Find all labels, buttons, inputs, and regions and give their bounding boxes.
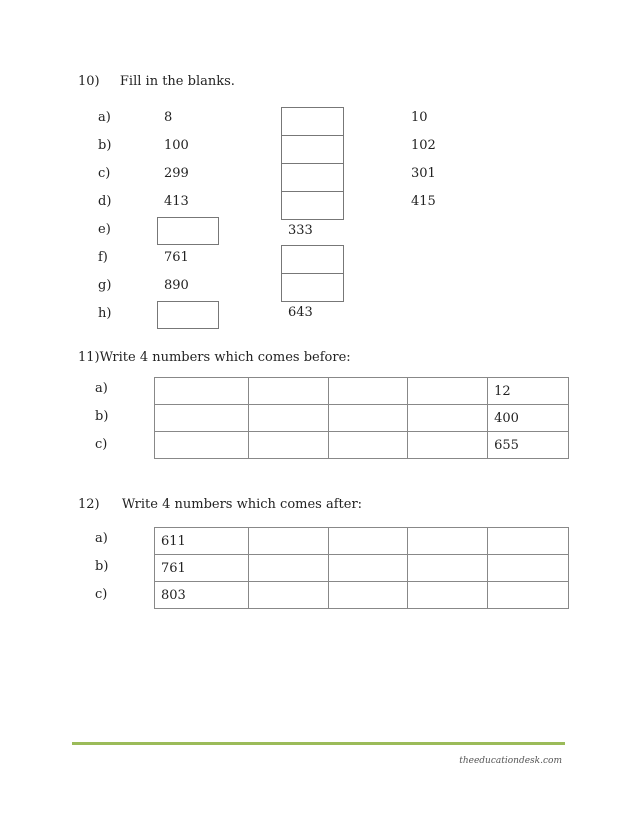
q11-row-label: b) (95, 409, 109, 424)
table-cell[interactable] (248, 555, 328, 582)
q10-blank-box[interactable] (281, 273, 344, 302)
q10-value: 890 (164, 278, 189, 293)
q12-row-label: a) (95, 531, 108, 546)
q10-row-label: a) (98, 110, 111, 125)
table-row (155, 555, 569, 582)
q10-value: 415 (411, 194, 436, 209)
table-cell[interactable] (408, 582, 488, 609)
q10-value: 333 (288, 223, 313, 238)
q12-row-label: c) (95, 587, 108, 602)
q10-row-label: b) (98, 138, 112, 153)
q10-row-label: h) (98, 306, 112, 321)
table-cell[interactable] (155, 432, 249, 459)
table-cell[interactable] (328, 432, 408, 459)
table-cell[interactable] (155, 378, 249, 405)
q11-heading: 11)Write 4 numbers which comes before: (78, 350, 351, 365)
table-cell[interactable] (488, 582, 569, 609)
q10-blank-box[interactable] (281, 245, 344, 274)
table-cell[interactable] (328, 582, 408, 609)
table-cell: 400 (488, 405, 569, 432)
q10-value: 102 (411, 138, 436, 153)
q10-value: 761 (164, 250, 189, 265)
q11-row-label: a) (95, 381, 108, 396)
table-cell[interactable] (155, 405, 249, 432)
q10-row-label: f) (98, 250, 108, 265)
table-row (155, 378, 569, 405)
table-cell[interactable] (408, 432, 488, 459)
table-cell: 803 (155, 582, 249, 609)
table-row (155, 528, 569, 555)
q12-heading (78, 497, 362, 512)
q10-row-label: g) (98, 278, 112, 293)
table-cell[interactable] (328, 555, 408, 582)
table-row (155, 582, 569, 609)
q10-value: 413 (164, 194, 189, 209)
table-cell[interactable] (408, 405, 488, 432)
q10-blank-box[interactable] (281, 107, 344, 136)
q10-value: 8 (164, 110, 173, 125)
table-cell: 12 (488, 378, 569, 405)
table-cell[interactable] (328, 378, 408, 405)
table-row (155, 432, 569, 459)
table-cell[interactable] (248, 432, 328, 459)
table-cell: 611 (155, 528, 249, 555)
q12-number: 12) (78, 497, 100, 512)
q10-blank-box[interactable] (281, 163, 344, 192)
table-cell: 761 (155, 555, 249, 582)
q10-value: 299 (164, 166, 189, 181)
table-cell[interactable] (328, 405, 408, 432)
footer-site: theeducationdesk.com (459, 756, 562, 766)
table-cell[interactable] (408, 555, 488, 582)
table-cell[interactable] (248, 378, 328, 405)
table-cell[interactable] (248, 528, 328, 555)
table-cell[interactable] (328, 528, 408, 555)
table-cell[interactable] (248, 582, 328, 609)
table-cell[interactable] (488, 528, 569, 555)
footer-divider (72, 742, 565, 745)
table-cell: 655 (488, 432, 569, 459)
q10-blank-box[interactable] (157, 217, 219, 245)
q10-blank-box[interactable] (281, 191, 344, 220)
q10-heading (78, 74, 235, 89)
q10-value: 301 (411, 166, 436, 181)
q12-title: Write 4 numbers which comes after: (121, 497, 363, 512)
q10-value: 10 (411, 110, 428, 125)
table-cell[interactable] (408, 528, 488, 555)
table-row (155, 405, 569, 432)
q10-blank-box[interactable] (281, 135, 344, 164)
q10-row-label: d) (98, 194, 112, 209)
table-cell[interactable] (408, 378, 488, 405)
table-cell[interactable] (488, 555, 569, 582)
q10-value: 100 (164, 138, 189, 153)
q10-value: 643 (288, 305, 313, 320)
q10-blank-box[interactable] (157, 301, 219, 329)
q10-number: 10) (78, 74, 100, 89)
q12-row-label: b) (95, 559, 109, 574)
q11-row-label: c) (95, 437, 108, 452)
q11-table (154, 377, 569, 459)
q12-table (154, 527, 569, 609)
q10-title: Fill in the blanks. (119, 74, 235, 89)
q10-row-label: c) (98, 166, 111, 181)
q10-row-label: e) (98, 222, 111, 237)
table-cell[interactable] (248, 405, 328, 432)
